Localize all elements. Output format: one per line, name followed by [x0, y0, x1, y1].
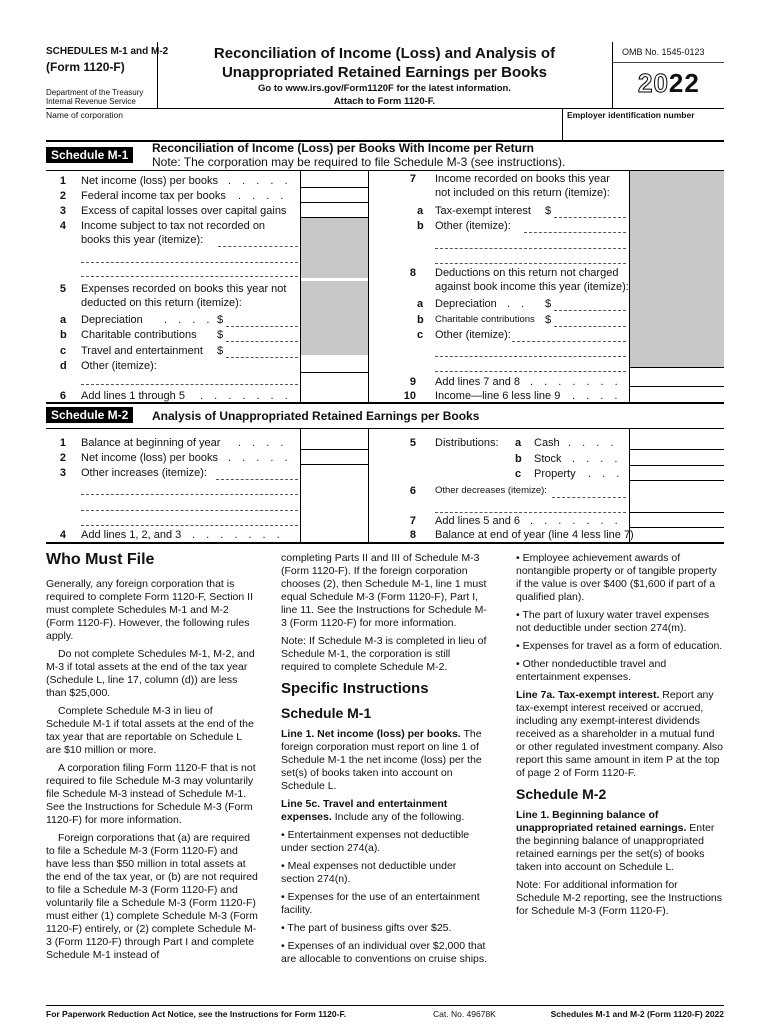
m2-line2-label: Net income (loss) per books	[81, 452, 218, 464]
ein-field[interactable]	[567, 120, 724, 138]
m2-line5-label: Distributions:	[435, 437, 499, 449]
form-title-line2: Unappropriated Retained Earnings per Books	[221, 64, 548, 81]
specific-instructions-heading: Specific Instructions	[281, 680, 429, 697]
m1-line6-label: Add lines 1 through 5	[81, 390, 185, 402]
schedule-m1-badge: Schedule M-1	[46, 147, 133, 163]
m1-line6-num: 6	[59, 390, 66, 402]
m2-line5a-label: Cash	[534, 437, 560, 449]
form-id-line1: SCHEDULES M-1 and M-2	[46, 46, 169, 57]
m1-line8-num: 8	[409, 267, 416, 279]
m1-line8-label-a: Deductions on this return not charged	[435, 267, 619, 279]
form-title-line1: Reconciliation of Income (Loss) and Analysis of	[213, 45, 556, 62]
m1-line5c-label: Travel and entertainment	[81, 345, 203, 357]
m1-line7-label-a: Income recorded on books this year	[435, 173, 610, 185]
m1-line7b-label: Other (itemize):	[435, 220, 511, 232]
m1-line9-num: 9	[409, 376, 416, 388]
m1-line5-label-a: Expenses recorded on books this year not	[81, 283, 287, 295]
m2-line1-label: Balance at beginning of year	[81, 437, 221, 449]
m1-line7-num: 7	[409, 173, 416, 185]
instructions-col2: completing Parts II and III of Schedule M-3 (Form 1120-F). If the foreign corporation chooses (2), then Schedule M-1, line 1 must equal Schedule M-3 (Form 1120-F), Part I, line 11. See the Instructions for Schedule M-3 (Form 1120-F) for more information. Note: If Schedule M-3 is completed in lieu of Schedule M-1, the corporation is still required to complete Schedule M-2. Specific Instructions Schedule M-1 Line 1. Net income (loss) per books. The foreign corporation must report on line 1 of Schedule M-1 the net income (loss) per the set(s) of books taken into account on Schedule L. Line 5c. Travel and entertainment expenses. Include any of the following. • Entertainment expenses not deductible under section 274(a). • Meal expenses not deductible under section 274(n). • Expenses for the use of an entertainment facility. • The part of business gifts over $25. • Expenses of an individual over $2,000 that are allocable to conventions on cruise ships.	[281, 552, 491, 971]
m1-instructions-heading: Schedule M-1	[281, 705, 372, 721]
ein-label: Employer identification number	[567, 110, 695, 120]
m2-line5c-label: Property	[534, 468, 576, 480]
m1-line10-num: 10	[403, 390, 416, 402]
m1-line4-num: 4	[59, 220, 66, 232]
footer-form-id: Schedules M-1 and M-2 (Form 1120-F) 2022	[550, 1009, 724, 1019]
dept-line2: Internal Revenue Service	[46, 97, 136, 106]
m1-line8b-label: Charitable contributions	[435, 314, 535, 325]
m2-instructions-heading: Schedule M-2	[516, 786, 607, 802]
m1-line4-label-b: books this year (itemize):	[81, 234, 204, 246]
dept-line1: Department of the Treasury	[46, 88, 144, 97]
m1-line8-label-b: against book income this year (itemize):	[435, 281, 629, 293]
goto-line: Go to www.irs.gov/Form1120F for the latest information.	[257, 83, 512, 94]
m2-line3-label: Other increases (itemize):	[81, 467, 207, 479]
who-must-file-heading: Who Must File	[46, 551, 155, 568]
form-id-line2: (Form 1120-F)	[46, 60, 125, 74]
m1-line2-label: Federal income tax per books	[81, 190, 226, 202]
m2-line5b-label: Stock	[534, 453, 562, 465]
m1-line5d-label: Other (itemize):	[81, 360, 157, 372]
m1-line8a-label: Depreciation	[435, 298, 497, 310]
schedule-m2-badge: Schedule M-2	[46, 407, 133, 423]
instructions-col3: • Employee achievement awards of nontangible property or of tangible property if the value is over $400 ($1,600 if part of a qualified plan). • The part of luxury water travel expenses not deductible under section 274(m). • Expenses for travel as a form of education. • Other nondeductible travel and entertainment expenses. Line 7a. Tax-exempt interest. Report any tax-exempt interest received or accrued, including any exempt-interest dividends received as a shareholder in a mutual fund or other regulated investment company. Also report this same amount in item P at the top of page 2 of Form 1120-F. Schedule M-2 Line 1. Beginning balance of unappropriated retained earnings. Enter the beginning balance of unappropriated retained earnings per the set(s) of books taken into account on Schedule L. Note: For additional information for Schedule M-2 reporting, see the Instructions for Schedule M-3 (Form 1120-F).	[516, 552, 724, 917]
instructions-col1: Who Must File Generally, any foreign corporation that is required to complete Form 1120-F, Section II must complete Schedules M-1 and M-2 (Form 1120-F). However, the following rules apply. Do not complete Schedules M-1, M-2, and M-3 if total assets at the end of the tax year (Schedule L, line 17, column (d)) are less than $25,000. Complete Schedule M-3 in lieu of Schedule M-1 if total assets at the end of the tax year that are reportable on Schedule L are $10 million or more. A corporation filing Form 1120-F that is not required to file Schedule M-3 may voluntarily file Schedule M-3 instead of Schedule M-1. See the Instructions for Schedule M-3 (Form 1120-F) for more information. Foreign corporations that (a) are required to file a Schedule M-3 (Form 1120-F) and have less than $50 million in total assets at the end of the tax year, or (b) are not required to file a Schedule M-3 (Form 1120-F) and voluntarily file a Schedule M-3 (Form 1120-F) must either (1) complete Schedule M-3 (Form 1120-F) entirely, or (2) complete Schedule M-3 (Form 1120-F) through Part I and complete Schedule M-1 instead of	[46, 551, 258, 961]
catalog-number: Cat. No. 49678K	[433, 1009, 496, 1019]
paperwork-notice: For Paperwork Reduction Act Notice, see the Instructions for Form 1120-F.	[46, 1009, 347, 1019]
m2-line7-label: Add lines 5 and 6	[435, 515, 521, 527]
m1-line10-label: Income—line 6 less line 9	[435, 390, 561, 402]
m1-line4-label-a: Income subject to tax not recorded on	[81, 220, 266, 232]
m2-line4-label: Add lines 1, 2, and 3	[81, 529, 182, 541]
m1-line9-label: Add lines 7 and 8	[435, 376, 521, 388]
m1-line1-num: 1	[59, 175, 66, 187]
corporation-name-field[interactable]	[46, 120, 562, 138]
m1-line5b-label: Charitable contributions	[81, 329, 197, 341]
m1-line7-label-b: not included on this return (itemize):	[435, 187, 610, 199]
m2-title: Analysis of Unappropriated Retained Earnings per Books	[152, 409, 480, 423]
m1-line5-num: 5	[59, 283, 66, 295]
m1-title: Reconciliation of Income (Loss) per Books With Income per Return	[152, 141, 534, 155]
m1-line3-num: 3	[59, 205, 66, 217]
name-of-corporation-label: Name of corporation	[46, 110, 124, 120]
tax-year: 2022	[638, 68, 700, 98]
m1-line1-label: Net income (loss) per books	[81, 175, 218, 187]
attach-line: Attach to Form 1120-F.	[333, 96, 436, 107]
m2-line6-label: Other decreases (itemize):	[435, 485, 547, 496]
m1-line2-num: 2	[59, 190, 66, 202]
m1-line8c-label: Other (itemize):	[435, 329, 511, 341]
m1-note: Note: The corporation may be required to file Schedule M-3 (see instructions).	[152, 155, 566, 169]
omb-number: OMB No. 1545-0123	[622, 47, 705, 57]
m1-line5a-label: Depreciation	[81, 314, 143, 326]
m1-line5-label-b: deducted on this return (itemize):	[81, 297, 242, 309]
m1-line3-label: Excess of capital losses over capital gains	[81, 205, 287, 217]
m1-line7a-label: Tax-exempt interest	[435, 205, 531, 217]
m2-line8-label: Balance at end of year (line 4 less line 7)	[435, 529, 634, 541]
